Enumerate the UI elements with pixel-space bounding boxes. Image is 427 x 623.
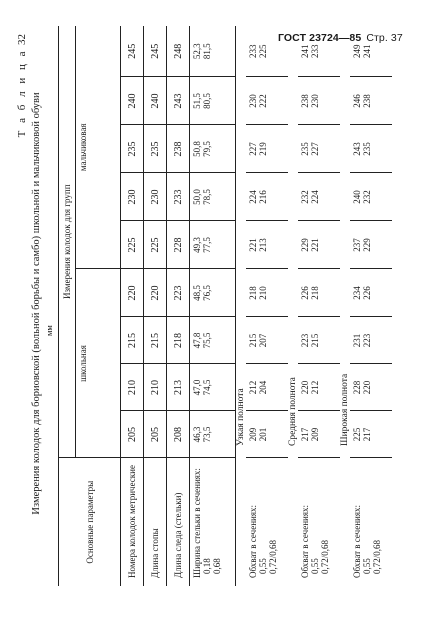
cell-bottom: 233 [310, 44, 320, 58]
girth-sub-1: 0,55 [258, 558, 268, 574]
cell [246, 26, 288, 77]
cell: 240 [144, 77, 167, 125]
cell [190, 125, 236, 173]
cell [350, 221, 392, 269]
cell [350, 26, 392, 77]
cell-bottom: 207 [258, 333, 268, 348]
row-label: Номера колодок метрические [121, 458, 144, 586]
group-header: Измерения колодок для групп [59, 26, 76, 458]
cell: 205 [121, 411, 144, 458]
cell: 225 [121, 221, 144, 269]
cell-top: 234 [352, 286, 362, 300]
cell [246, 364, 288, 411]
cell-top: 226 [300, 286, 310, 300]
table-row [144, 26, 167, 586]
cell-top: 212 [248, 380, 258, 395]
table-row [298, 26, 340, 586]
table-caption [16, 34, 28, 137]
cell-bottom: 222 [258, 94, 268, 108]
cell [246, 317, 288, 364]
cell-top: 50,0 [192, 189, 202, 205]
cell [350, 269, 392, 317]
cell [298, 77, 340, 125]
cell-top: 224 [248, 190, 258, 204]
cell: 210 [121, 364, 144, 411]
cell: 205 [144, 411, 167, 458]
cell-top: 228 [352, 380, 362, 395]
group-school-header: школьная [76, 269, 91, 458]
group-boys-header: мальчиковая [78, 123, 89, 172]
cell: 208 [167, 411, 190, 458]
girth-label: Обхват в сечениях: [352, 505, 362, 578]
cell-bottom: 80,5 [202, 93, 212, 109]
cell-top: 52,3 [192, 43, 202, 60]
cell-bottom: 226 [362, 286, 372, 300]
cell-bottom: 217 [362, 427, 372, 442]
cell-bottom: 223 [362, 333, 372, 348]
cell [298, 125, 340, 173]
cell-bottom: 241 [362, 44, 372, 58]
row-label [190, 458, 236, 586]
cell-top: 218 [248, 286, 258, 300]
cell [298, 173, 340, 221]
cell-top: 230 [248, 94, 258, 108]
cell [246, 411, 288, 458]
cell: 235 [121, 125, 144, 173]
cell: 223 [167, 269, 190, 317]
cell: 230 [121, 173, 144, 221]
cell-bottom: 74,5 [202, 379, 212, 396]
cell-bottom: 209 [310, 427, 320, 442]
cell-bottom: 227 [310, 142, 320, 156]
cell-bottom: 78,5 [202, 189, 212, 205]
cell [190, 173, 236, 221]
section-title-row [236, 26, 247, 586]
section-title: Средняя полнота [288, 377, 298, 446]
group-boys-spacer [91, 26, 121, 269]
cell [298, 364, 340, 411]
cell [190, 411, 236, 458]
girth-sub-2: 0,72/0,68 [268, 539, 278, 574]
cell-bottom: 79,5 [202, 141, 212, 157]
table-row [190, 26, 236, 586]
cell-top: 49,3 [192, 237, 202, 253]
table-row [350, 26, 392, 586]
cell [350, 364, 392, 411]
table-row [246, 26, 288, 586]
cell [350, 317, 392, 364]
cell-top: 215 [248, 333, 258, 348]
cell [190, 317, 236, 364]
cell-bottom: 73,5 [202, 426, 212, 443]
cell-top: 229 [300, 238, 310, 252]
table-row [167, 26, 190, 586]
cell [190, 26, 236, 77]
table-unit: мм [44, 325, 54, 336]
cell: 225 [144, 221, 167, 269]
section-title-row [288, 26, 298, 586]
girth-label: Обхват в сечениях: [300, 505, 310, 578]
cell-top: 235 [300, 142, 310, 156]
cell-top: 233 [248, 44, 258, 58]
cell [350, 77, 392, 125]
cell: 220 [144, 269, 167, 317]
cell-top: 231 [352, 333, 362, 348]
cell-bottom: 213 [258, 238, 268, 252]
cell-top: 237 [352, 238, 362, 252]
cell-bottom: 225 [258, 44, 268, 58]
cell-top: 46,3 [192, 426, 202, 443]
cell: 215 [144, 317, 167, 364]
cell: 228 [167, 221, 190, 269]
cell-top: 240 [352, 190, 362, 204]
cell [298, 411, 340, 458]
cell-bottom: 212 [310, 380, 320, 395]
cell: 245 [144, 26, 167, 77]
table-number: 32 [16, 34, 28, 45]
girth-sub-2: 0,72/0,68 [320, 539, 330, 574]
width-label: Ширина стельки в сечениях: [192, 468, 202, 578]
row-label [298, 458, 340, 586]
row-label [246, 458, 288, 586]
section-title-row [340, 26, 350, 586]
cell-bottom: 76,5 [202, 285, 212, 301]
row-label [350, 458, 392, 586]
girth-sub-1: 0,55 [310, 558, 320, 574]
cell-top: 227 [248, 142, 258, 156]
cell [246, 221, 288, 269]
cell-bottom: 224 [310, 190, 320, 204]
cell-top: 50,8 [192, 141, 202, 157]
cell-top: 232 [300, 190, 310, 204]
cell-bottom: 235 [362, 142, 372, 156]
cell [246, 125, 288, 173]
cell-bottom: 232 [362, 190, 372, 204]
cell-top: 249 [352, 44, 362, 58]
cell-top: 209 [248, 427, 258, 442]
cell [190, 364, 236, 411]
cell-top: 225 [352, 427, 362, 442]
cell-bottom: 204 [258, 380, 268, 395]
cell-top: 238 [300, 94, 310, 108]
cell [298, 269, 340, 317]
girth-sub-1: 0,55 [362, 558, 372, 574]
cell [298, 317, 340, 364]
table-caption-label: Т а б л и ц а [16, 49, 28, 138]
cell-top: 241 [300, 44, 310, 58]
section-title: Узкая полнота [236, 388, 246, 446]
cell: 235 [144, 125, 167, 173]
cell-top: 217 [300, 427, 310, 442]
cell-bottom: 221 [310, 238, 320, 252]
cell-top: 223 [300, 333, 310, 348]
girth-label: Обхват в сечениях: [248, 505, 258, 578]
cell: 218 [167, 317, 190, 364]
fullness-sections [236, 26, 393, 586]
cell: 238 [167, 125, 190, 173]
cell-bottom: 238 [362, 94, 372, 108]
cell: 210 [144, 364, 167, 411]
cell [350, 125, 392, 173]
section-title: Широкая полнота [340, 373, 350, 446]
cell-bottom: 81,5 [202, 43, 212, 60]
cell-top: 48,5 [192, 285, 202, 301]
param-header: Основные параметры [59, 458, 121, 586]
table-title: Измерения колодок для бориовской (вольной борьбы и самбо) школьной и мальчиковой обуви [31, 92, 42, 515]
width-sub-1: 0,18 [202, 558, 212, 574]
page-number: Стр. 37 [366, 32, 403, 44]
cell-top: 246 [352, 94, 362, 108]
cell [246, 269, 288, 317]
width-sub-2: 0,68 [212, 558, 222, 574]
cell: 213 [167, 364, 190, 411]
cell: 220 [121, 269, 144, 317]
standard-number: ГОСТ 23724—85 [278, 32, 362, 44]
row-label: Длина стопы [144, 458, 167, 586]
cell: 215 [121, 317, 144, 364]
cell-bottom: 219 [258, 142, 268, 156]
group-school-spacer [91, 269, 121, 458]
cell [246, 173, 288, 221]
cell-top: 47,0 [192, 379, 202, 396]
rotated-table-block [16, 26, 401, 586]
cell [190, 77, 236, 125]
cell [246, 77, 288, 125]
cell-bottom: 220 [362, 380, 372, 395]
cell-bottom: 201 [258, 427, 268, 442]
girth-sub-2: 0,72/0,68 [372, 539, 382, 574]
cell [298, 221, 340, 269]
cell-bottom: 218 [310, 286, 320, 300]
cell: 233 [167, 173, 190, 221]
cell-top: 221 [248, 238, 258, 252]
cell: 230 [144, 173, 167, 221]
cell [298, 26, 340, 77]
cell-bottom: 210 [258, 286, 268, 300]
cell-bottom: 77,5 [202, 237, 212, 253]
cell: 245 [121, 26, 144, 77]
cell [190, 269, 236, 317]
table-row [121, 26, 144, 586]
cell [350, 173, 392, 221]
cell [190, 221, 236, 269]
cell-bottom: 75,5 [202, 332, 212, 349]
cell: 243 [167, 77, 190, 125]
cell [350, 411, 392, 458]
cell-bottom: 216 [258, 190, 268, 204]
cell-top: 243 [352, 142, 362, 156]
cell-bottom: 215 [310, 333, 320, 348]
cell-top: 47,8 [192, 332, 202, 349]
cell-top: 220 [300, 380, 310, 395]
row-label: Длина следа (стельки) [167, 458, 190, 586]
cell-bottom: 229 [362, 238, 372, 252]
cell: 240 [121, 77, 144, 125]
cell-bottom: 230 [310, 94, 320, 108]
cell: 248 [167, 26, 190, 77]
lasts-measurement-table [58, 26, 392, 586]
cell-top: 51,5 [192, 93, 202, 109]
